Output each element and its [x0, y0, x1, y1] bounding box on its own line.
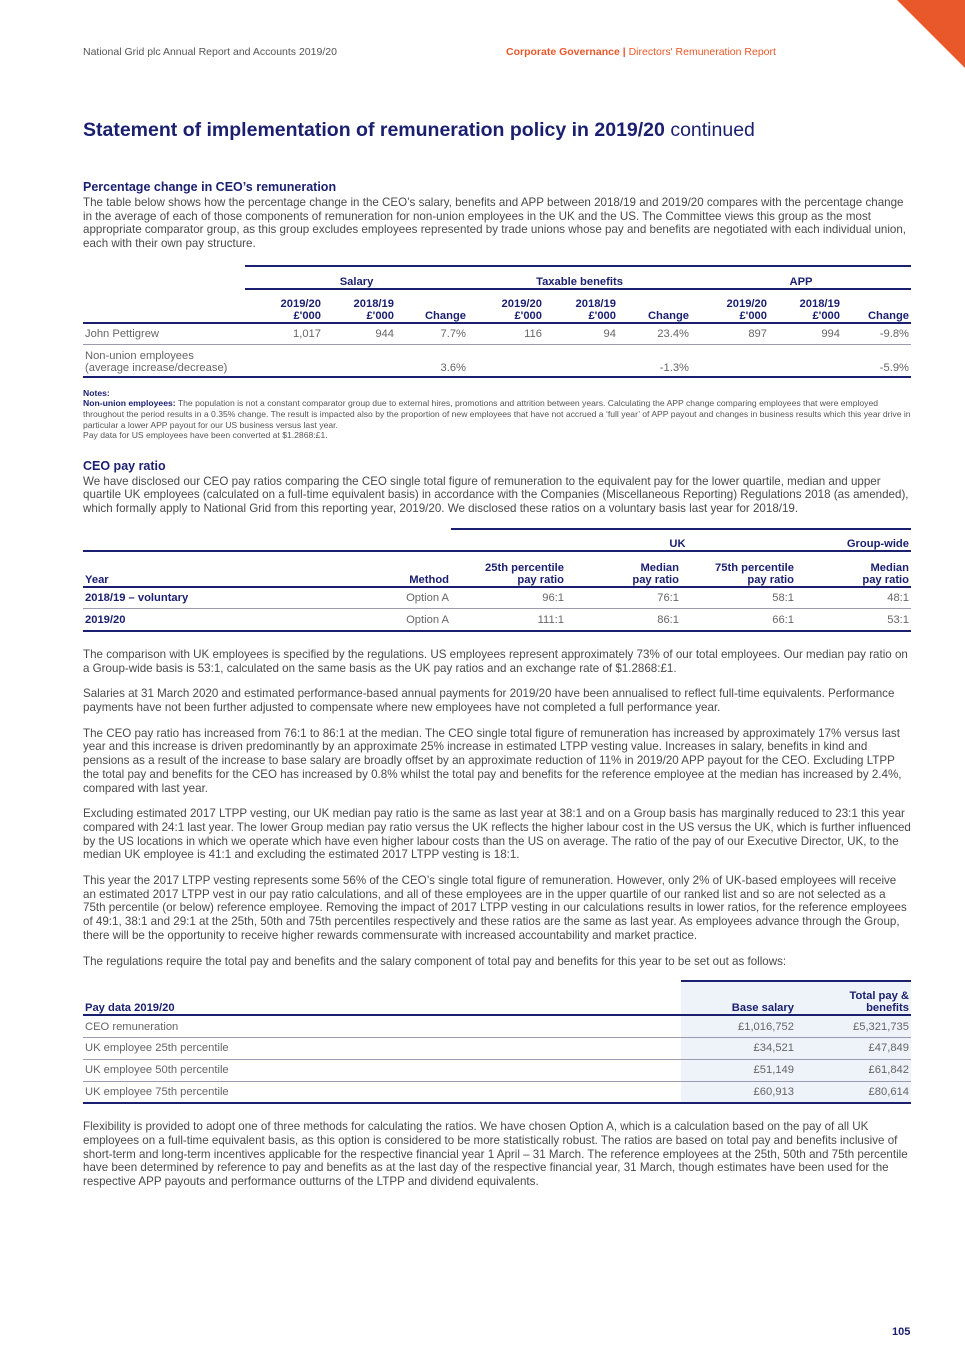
page-title — [83, 119, 755, 142]
paragraph: The regulations require the total pay and benefits and the salary component of total pay and benefits for this year to be set out as follows: — [83, 954, 787, 968]
table-row: UK employee 50th percentile £51,149 £61,842 — [83, 1059, 911, 1081]
page-number: 105 — [892, 1326, 911, 1338]
col-header: 2018/19 £'000 — [544, 289, 618, 323]
col-median: Median pay ratio — [632, 561, 679, 586]
group-salary: Salary — [245, 266, 468, 289]
breadcrumb-separator: | — [622, 46, 626, 58]
ceo-ratio-heading: CEO pay ratio — [83, 458, 166, 473]
table-row: UK employee 75th percentile £60,913 £80,614 — [83, 1081, 911, 1103]
col-header: 2018/19 £'000 — [769, 289, 842, 323]
main-content — [83, 180, 911, 1189]
paragraph: The CEO pay ratio has increased from 76:1 to 86:1 at the median. The CEO single total figure of remuneration has increased by approximately 17% versus last year and this increase is driven predominantly by an approximate 25% increase in estimated LTPP vesting value. Increases in salary, benefits in kind and pensions as a result of the increase to base salary are broadly offset by an approximate reduction of 11% in 2019/20 APP payout for the CEO. Excluding LTPP the total pay and benefits for the CEO has increased by 0.8% whilst the total pay and benefits for the reference employee at the median has increased by 2.4%, compared with last year. — [83, 726, 902, 795]
page-title-main: Statement of implementation of remuneration policy in 2019/20 — [83, 119, 665, 141]
col-header: 2019/20 £'000 — [691, 289, 769, 323]
col-year: Year — [83, 551, 283, 587]
col-pay-data: Pay data 2019/20 — [85, 1002, 175, 1015]
col-p75: 75th percentile pay ratio — [715, 561, 794, 586]
paragraph: The comparison with UK employees is specified by the regulations. US employees represent approximately 73% of our total employees. Our median pay ratio on a Group-wide basis is 53:1, calculated on the same basis as the UK pay ratios and an exchange rate of $1.2868:£1. — [83, 647, 908, 675]
group-groupwide: Group-wide — [796, 529, 911, 551]
table-row: CEO remuneration £1,016,752 £5,321,735 — [83, 1015, 911, 1037]
paragraph: This year the 2017 LTPP vesting represents some 56% of the CEO’s single total figure of remuneration. However, only 2% of UK-based employees will receive an estimated 2017 LTPP vest in our pay ratio calculations, and all of these employees are in the upper quartile of our ranked list and so are not selected as a 75th percentile (or below) reference employee. Removing the impact of 2017 LTPP vesting in our calculations results in lower ratios, for the reference employees of 49:1, 38:1 and 29:1 at the 25th, 50th and 75th percentiles respectively and these ratios are the same as last year. As employees advance through the Group, there will be the opportunity to receive higher rewards commensurate with increased accountability and market practice. — [83, 874, 907, 942]
table-row: Non-union employees (average increase/decrease) 3.6% -1.3% -5.9% — [83, 345, 911, 377]
group-uk: UK — [451, 529, 796, 551]
section-breadcrumb — [506, 46, 776, 58]
col-base-salary: Base salary — [681, 981, 796, 1015]
col-header: 2019/20 £'000 — [245, 289, 323, 323]
breadcrumb-section: Corporate Governance — [506, 46, 620, 58]
col-p25: 25th percentile pay ratio — [485, 561, 564, 586]
page-title-suffix: continued — [670, 119, 755, 141]
ceo-ratio-table — [83, 528, 911, 632]
paragraph: Excluding estimated 2017 LTPP vesting, our UK median pay ratio is the same as last year at 38:1 and on a Group basis has marginally reduced to 23:1 this year compared with 24:1 last year. The lower Group median pay ratio versus the UK reflects the higher labour cost in the US versus the UK, which is further influenced by the US locations in which we operate which have even higher labour costs than the US on average. The ratio of the pay of our Executive Director, UK, to the median UK employee is 41:1 and excluding the estimated 2017 LTPP vesting is 18:1. — [83, 807, 911, 862]
col-total-pay: Total pay & benefits — [796, 981, 911, 1015]
table-row: UK employee 25th percentile £34,521 £47,849 — [83, 1037, 911, 1059]
orange-corner-triangle — [897, 0, 965, 68]
col-header: Change — [396, 289, 468, 323]
col-header: 2019/20 £'000 — [468, 289, 544, 323]
notes-item-label: Non-union employees: — [83, 398, 176, 409]
paragraph: Salaries at 31 March 2020 and estimated performance-based annual payments for 2019/20 have been annualised to reflect full-time equivalents. Performance payments have not been further adjusted to compensate where new employees have not completed a full performance year. — [83, 687, 895, 714]
pay-data-table — [83, 980, 911, 1104]
notes-item-text: The population is not a constant comparator group due to external hires, promotions and attrition between years. Calculating the APP change comparing employees that were employed throughout the period results in a 0.35% change. The result is impacted also by the proportion of new employees that have not accrued a ‘full year’ of APP payout and changes in business results which this year drive in particular a lower APP payout for our US business versus last year. — [83, 398, 911, 430]
pct-change-intro: The table below shows how the percentage change in the CEO’s salary, benefits and APP between 2018/19 and 2019/20 compares with the percentage change in the average of each of those components of remuneration for non-union employees in the UK and the US. The Committee views this group as the most appropriate comparator group, as this group excludes employees represented by trade unions whose pay and benefits are negotiated with each individual union, each with their own pay structure. — [83, 196, 907, 251]
notes-fx: Pay data for US employees have been converted at $1.2868:£1. — [83, 430, 328, 441]
group-taxable-benefits: Taxable benefits — [468, 266, 691, 289]
pct-change-heading: Percentage change in CEO’s remuneration — [83, 180, 337, 194]
notes-heading: Notes: — [83, 387, 110, 398]
ceo-ratio-intro: We have disclosed our CEO pay ratios comparing the CEO single total figure of remuneration to the equivalent pay for the lower quartile, median and upper quartile UK employees (calculated on a full-time equivalent basis) in accordance with the Companies (Miscellaneous Reporting) Regulations 2018 (as amended), which formally apply to National Grid from this reporting year, 2019/20. We disclosed these ratios on a voluntary basis last year for 2018/19. — [83, 474, 909, 516]
report-title-header: National Grid plc Annual Report and Accounts 2019/20 — [83, 46, 337, 58]
notes-block — [83, 388, 911, 441]
closing-paragraph: Flexibility is provided to adopt one of three methods for calculating the ratios. We have chosen Option A, which is a calculation based on the pay of all UK employees on a full-time equivalent basis, as this option is considered to be more statistically robust. The ratios are based on total pay and benefits inclusive of short-term and long-term incentives applicable for the respective financial year 1 April – 31 March. The reference employees at the 25th, 50th and 75th percentile have been determined by reference to pay and benefits as at the last day of the respective financial year, 31 March, though estimates have been used for the respective APP payouts and performance outturns of the LTPP and dividend equivalents. — [83, 1120, 908, 1189]
table-row: 2018/19 – voluntary Option A 96:1 76:1 58:1 48:1 — [83, 587, 911, 609]
table-row: 2019/20 Option A 111:1 86:1 66:1 53:1 — [83, 609, 911, 631]
breadcrumb-subsection: Directors' Remuneration Report — [628, 46, 776, 58]
col-gw-median: Median pay ratio — [862, 561, 909, 586]
group-app: APP — [691, 266, 911, 289]
col-header: Change — [618, 289, 691, 323]
col-header: Change — [842, 289, 911, 323]
col-header: 2018/19 £'000 — [323, 289, 396, 323]
table-row: John Pettigrew 1,017 944 7.7% 116 94 23.4% 897 994 -9.8% — [83, 323, 911, 345]
col-method: Method — [283, 551, 451, 587]
pct-change-table — [83, 265, 911, 378]
